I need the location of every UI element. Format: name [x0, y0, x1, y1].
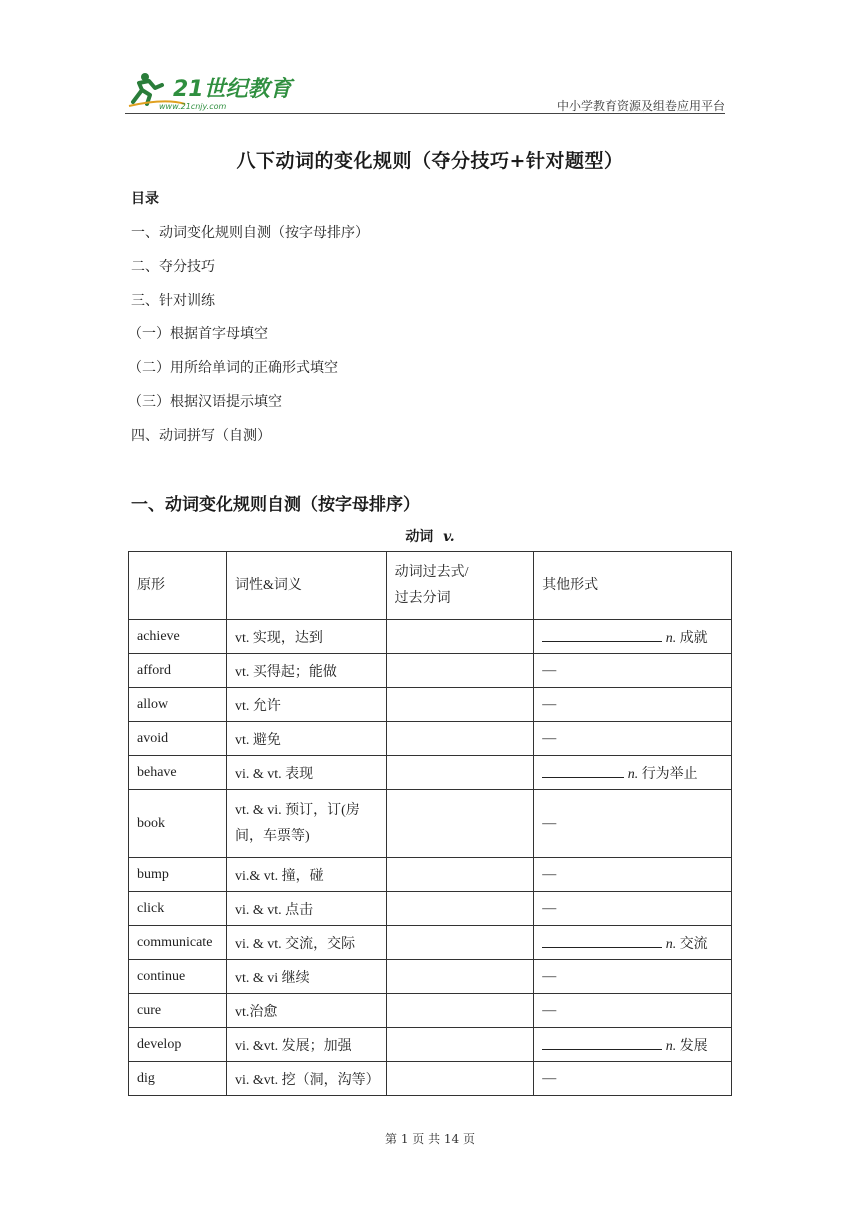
toc-item: 二、夺分技巧 [131, 259, 215, 275]
other-form-cell: — [534, 790, 732, 858]
other-form-cell: — [534, 1062, 732, 1096]
table-caption [0, 526, 860, 546]
table-caption-pos: v. [443, 529, 455, 545]
toc-heading: 目录 [131, 191, 159, 207]
past-form-cell[interactable] [386, 960, 534, 994]
past-form-cell[interactable] [386, 1062, 534, 1096]
meaning-cell: vt. 实现，达到 [226, 620, 386, 654]
page-header [125, 66, 725, 116]
table-row [129, 960, 732, 994]
pos-label: n. [665, 1038, 677, 1054]
svg-text:21世纪教育: 21世纪教育 [173, 77, 292, 102]
other-form-cell[interactable] [534, 756, 732, 790]
table-row [129, 1062, 732, 1096]
other-form-cell: — [534, 960, 732, 994]
word-cell: achieve [129, 620, 227, 654]
table-row [129, 620, 732, 654]
other-form-cell[interactable] [534, 620, 732, 654]
table-caption-text: 动词 [405, 529, 434, 545]
column-header: 其他形式 [534, 552, 732, 620]
word-cell: behave [129, 756, 227, 790]
answer-blank[interactable] [542, 933, 662, 948]
meaning-cell: vi. & vt. 交流，交际 [226, 926, 386, 960]
past-form-cell[interactable] [386, 756, 534, 790]
meaning-line: 间，车票等) [234, 828, 310, 844]
other-form-cell[interactable] [534, 1028, 732, 1062]
document-title: 八下动词的变化规则（夺分技巧+针对题型） [236, 150, 624, 172]
column-header-line: 过去分词 [394, 590, 451, 606]
meaning-line: vt. & vi. 预订，订(房 [234, 802, 360, 818]
past-form-cell[interactable] [386, 1028, 534, 1062]
meaning-cell: vi. & vt. 表现 [226, 756, 386, 790]
pos-label: n. [665, 630, 677, 646]
word-cell: communicate [129, 926, 227, 960]
meaning-cell: vi. &vt. 发展；加强 [226, 1028, 386, 1062]
other-form-cell: — [534, 688, 732, 722]
table-header-row [129, 552, 732, 620]
column-header-line: 动词过去式/ [394, 564, 469, 580]
other-meaning: 行为举止 [641, 766, 698, 782]
toc-item: 三、针对训练 [131, 293, 215, 309]
other-form-cell[interactable] [534, 926, 732, 960]
column-header: 词性&词义 [226, 552, 386, 620]
meaning-cell: vi.& vt. 撞，碰 [226, 858, 386, 892]
pos-label: n. [627, 766, 639, 782]
column-header: 原形 [129, 552, 227, 620]
other-form-cell: — [534, 858, 732, 892]
meaning-cell: vt. 允许 [226, 688, 386, 722]
word-cell: continue [129, 960, 227, 994]
other-meaning: 成就 [679, 630, 708, 646]
word-cell: cure [129, 994, 227, 1028]
toc-item: 四、动词拼写（自测） [131, 428, 271, 444]
toc-item: 一、动词变化规则自测（按字母排序） [131, 225, 369, 241]
table-row [129, 790, 732, 858]
meaning-cell: vt.治愈 [226, 994, 386, 1028]
other-form-cell: — [534, 654, 732, 688]
past-form-cell[interactable] [386, 994, 534, 1028]
svg-text:www.21cnjy.com: www.21cnjy.com [159, 102, 227, 111]
table-row [129, 722, 732, 756]
toc-item: （三）根据汉语提示填空 [128, 394, 282, 410]
word-cell: book [129, 790, 227, 858]
header-divider [125, 113, 725, 114]
word-cell: afford [129, 654, 227, 688]
past-form-cell[interactable] [386, 722, 534, 756]
other-form-cell: — [534, 994, 732, 1028]
word-cell: click [129, 892, 227, 926]
toc-item: （二）用所给单词的正确形式填空 [128, 360, 338, 376]
table-row [129, 688, 732, 722]
past-form-cell[interactable] [386, 790, 534, 858]
past-form-cell[interactable] [386, 892, 534, 926]
meaning-cell: vi. & vt. 点击 [226, 892, 386, 926]
meaning-cell: vt. 买得起；能做 [226, 654, 386, 688]
table-row [129, 858, 732, 892]
word-cell: bump [129, 858, 227, 892]
toc-item: （一）根据首字母填空 [128, 326, 268, 342]
meaning-cell: vi. &vt. 挖（洞，沟等） [226, 1062, 386, 1096]
table-row [129, 892, 732, 926]
meaning-cell: vt. & vi 继续 [226, 960, 386, 994]
past-form-cell[interactable] [386, 688, 534, 722]
table-row [129, 654, 732, 688]
other-form-cell: — [534, 722, 732, 756]
column-header [386, 552, 534, 620]
brand-logo [125, 68, 295, 112]
table-row [129, 1028, 732, 1062]
past-form-cell[interactable] [386, 620, 534, 654]
past-form-cell[interactable] [386, 858, 534, 892]
platform-name: 中小学教育资源及组卷应用平台 [556, 99, 725, 113]
past-form-cell[interactable] [386, 926, 534, 960]
other-form-cell: — [534, 892, 732, 926]
meaning-cell [226, 790, 386, 858]
table-row [129, 926, 732, 960]
answer-blank[interactable] [542, 627, 662, 642]
word-cell: avoid [129, 722, 227, 756]
past-form-cell[interactable] [386, 654, 534, 688]
answer-blank[interactable] [542, 1035, 662, 1050]
verb-table [128, 551, 732, 1096]
other-meaning: 发展 [679, 1038, 708, 1054]
other-meaning: 交流 [679, 936, 708, 952]
meaning-cell: vt. 避免 [226, 722, 386, 756]
word-cell: allow [129, 688, 227, 722]
runner-logo-icon [125, 68, 295, 112]
pos-label: n. [665, 936, 677, 952]
table-row [129, 994, 732, 1028]
table-row [129, 756, 732, 790]
word-cell: develop [129, 1028, 227, 1062]
section-heading: 一、动词变化规则自测（按字母排序） [131, 495, 420, 515]
word-cell: dig [129, 1062, 227, 1096]
page-footer: 第 1 页 共 14 页 [385, 1132, 475, 1146]
answer-blank[interactable] [542, 763, 624, 778]
